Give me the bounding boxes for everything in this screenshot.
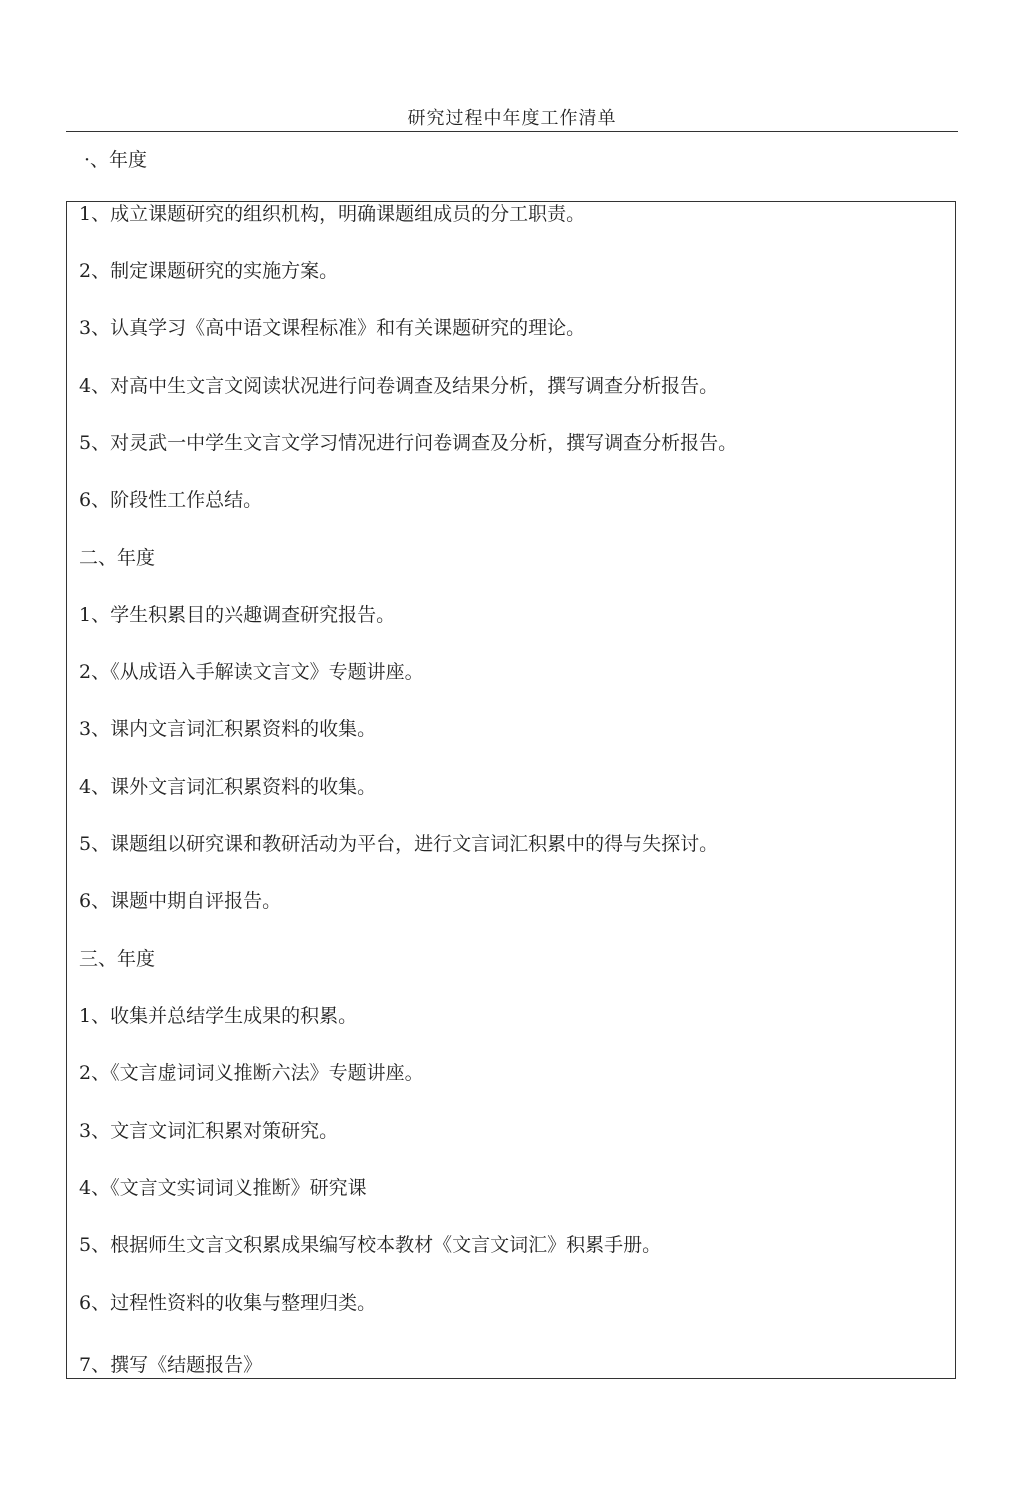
section3-heading: 三、年度 bbox=[79, 948, 156, 970]
list-item: 5、根据师生文言文积累成果编写校本教材《文言文词汇》积累手册。 bbox=[79, 1234, 662, 1256]
page-title: 研究过程中年度工作清单 bbox=[407, 108, 617, 129]
list-item: 4、对高中生文言文阅读状况进行问卷调查及结果分析，撰写调查分析报告。 bbox=[79, 375, 719, 397]
list-item: 1、收集并总结学生成果的积累。 bbox=[79, 1005, 358, 1027]
list-item: 5、对灵武一中学生文言文学习情况进行问卷调查及分析，撰写调查分析报告。 bbox=[79, 432, 738, 454]
list-item: 2、制定课题研究的实施方案。 bbox=[79, 260, 339, 282]
list-item: 4、课外文言词汇积累资料的收集。 bbox=[79, 776, 377, 798]
list-item: 3、文言文词汇积累对策研究。 bbox=[79, 1120, 339, 1142]
list-item: 3、课内文言词汇积累资料的收集。 bbox=[79, 718, 377, 740]
list-item: 5、课题组以研究课和教研活动为平台，进行文言词汇积累中的得与失探讨。 bbox=[79, 833, 719, 855]
section1-heading: ·、年度 bbox=[84, 149, 148, 171]
list-item: 6、过程性资料的收集与整理归类。 bbox=[79, 1292, 377, 1314]
list-item: 4、《文言文实词词义推断》研究课 bbox=[79, 1177, 367, 1199]
list-item: 6、阶段性工作总结。 bbox=[79, 489, 263, 511]
title-divider bbox=[66, 131, 958, 132]
list-item: 1、学生积累目的兴趣调查研究报告。 bbox=[79, 604, 396, 626]
section2-heading: 二、年度 bbox=[79, 547, 156, 569]
list-item: 1、成立课题研究的组织机构，明确课题组成员的分工职责。 bbox=[79, 203, 586, 225]
list-item: 7、撰写《结题报告》 bbox=[79, 1354, 263, 1376]
list-item: 3、认真学习《高中语文课程标准》和有关课题研究的理论。 bbox=[79, 317, 586, 339]
list-item: 6、课题中期自评报告。 bbox=[79, 890, 282, 912]
list-item: 2、《文言虚词词义推断六法》专题讲座。 bbox=[79, 1062, 424, 1084]
list-item: 2、《从成语入手解读文言文》专题讲座。 bbox=[79, 661, 424, 683]
